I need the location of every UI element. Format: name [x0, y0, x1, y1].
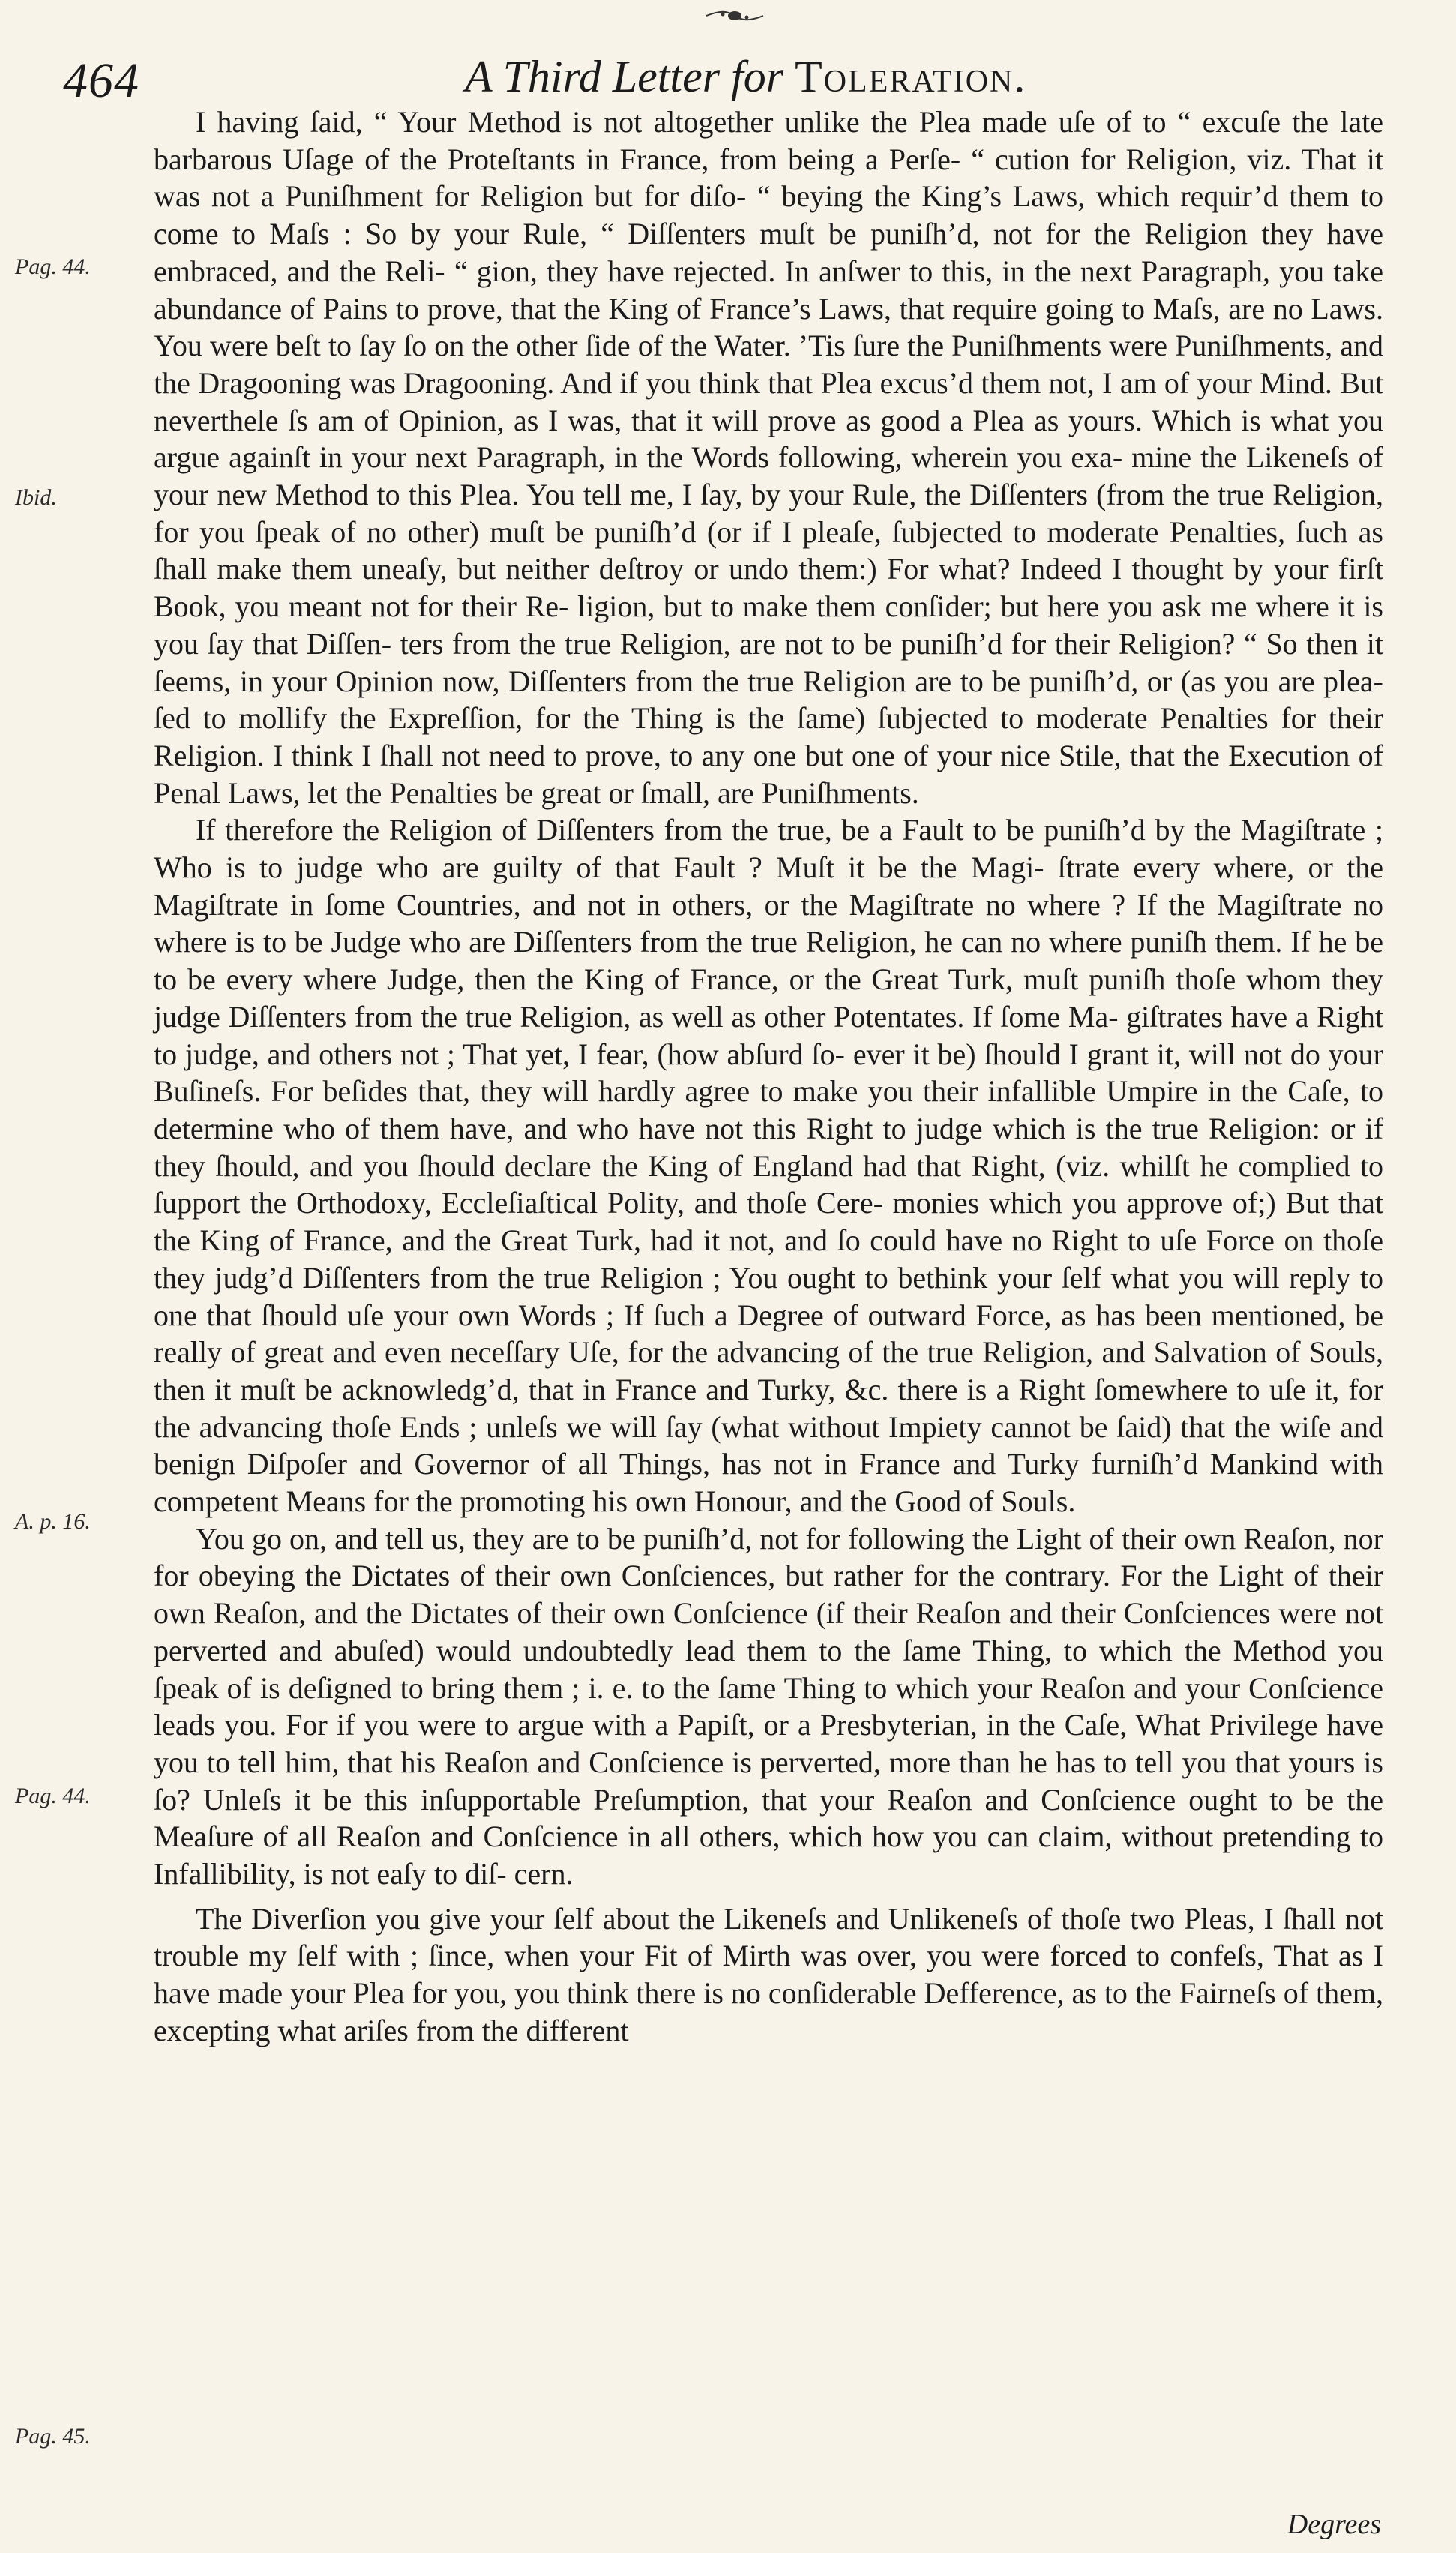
margin-note: A. p. 16. [15, 1509, 91, 1534]
paragraph: I having ſaid, “ Your Method is not altogether unlike the Plea made uſe of to “ excuſe the late barbarous Uſage of the Proteſtants in France, from being a Perſe- “ cution for Religion, viz. That it was not a Puniſhment for Religion but for diſo- “ beying the King’s Laws, which requir’d them to come to Maſs : So by your Rule, “ Diſſenters muſt be puniſh’d, not for the Religion they have embraced, and the Reli- “ gion, they have rejected. In anſwer to this, in the next Paragraph, you take abundance of Pains to prove, that the King of France’s Laws, that require going to Maſs, are no Laws. You were beſt to ſay ſo on the other ſide of the Water. ’Tis ſure the Puniſhments were Puniſhments, and the Dragooning was Dragooning. And if you think that Plea excus’d them not, I am of your Mind. But neverthele ſs am of Opinion, as I was, that it will prove as good a Plea as yours. Which is what you argue againſt in your next Paragraph, in the Words following, wherein you exa- mine the Likeneſs of your new Method to this Plea. You tell me, I ſay, by your Rule, the Diſſenters (from the true Religion, for you ſpeak of no other) muſt be puniſh’d (or if I pleaſe, ſubjected to moderate Penalties, ſuch as ſhall make them uneaſy, but neither deſtroy or undo them:) For what? Indeed I thought by your firſt Book, you meant not for their Re- ligion, but to make them conſider; but here you ask me where it is you ſay that Diſſen- ters from the true Religion, are not to be puniſh’d for their Religion? “ So then it ſeems, in your Opinion now, Diſſenters from the true Religion are to be puniſh’d, or (as you are plea- ſed to mollify the Expreſſion, for the Thing is the ſame) ſubjected to moderate Penalties for their Religion. I think I ſhall not need to prove, to any one but one of your nice Stile, that the Execution of Penal Laws, let the Penalties be great or ſmall, are Puniſhments. [154, 105, 1383, 810]
margin-note: Pag. 45. [15, 2424, 91, 2449]
printers-ornament [705, 8, 765, 24]
paragraph: The Diverſion you give your ſelf about the Likeneſs and Unlikeneſs of thoſe two Pleas, I ſhall not trouble my ſelf with ; ſince, when your Fit of Mirth was over, you were forced to confeſs, That as I have made your Plea for you, you think there is no conſiderable Defference, as to the Fairneſs of them, excepting what ariſes from the different [154, 1901, 1383, 2048]
running-head-lead: A Third Letter for [465, 52, 784, 101]
margin-note: Pag. 44. [15, 1784, 91, 1808]
paragraph: If therefore the Religion of Diſſenters from the true, be a Fault to be puniſh’d by the Magiſtrate ; Who is to judge who are guilty of that Fault ? Muſt it be the Magi- ſtrate every where, or the Magiſtrate in ſome Countries, and not in others, or the Magiſtrate no where ? If the Magiſtrate no where is to be Judge who are Diſſenters from the true Religion, he can no where puniſh them. If he be to be every where Judge, then the King of France, or the Great Turk, muſt puniſh thoſe whom they judge Diſſenters from the true Religion, as well as other Potentates. If ſome Ma- giſtrates have a Right to judge, and others not ; That yet, I fear, (how abſurd ſo- ever it be) ſhould I grant it, will not do your Buſineſs. For beſides that, they will hardly agree to make you their infallible Umpire in the Caſe, to determine who of them have, and who have not this Right to judge which is the true Religion: or if they ſhould, and you ſhould declare the King of England had that Right, (viz. whilſt he complied to ſupport the Orthodoxy, Eccleſiaſtical Polity, and thoſe Cere- monies which you approve of;) But that the King of France, and the Great Turk, had it not, and ſo could have no Right to uſe Force on thoſe they judg’d Diſſenters from the true Religion ; You ought to bethink your ſelf what you will reply to one that ſhould uſe your own Words ; If ſuch a Degree of outward Force, as has been mentioned, be really of great and even neceſſary Uſe, for the advancing of the true Religion, and Salvation of Souls, then it muſt be acknowledg’d, that in France and Turky, &c. there is a Right ſomewhere to uſe it, for the advancing thoſe Ends ; unleſs we will ſay (what without Impiety cannot be ſaid) that the wiſe and benign Diſpoſer and Governor of all Things, has not in France and Turky furniſh’d Mankind with competent Means for the promoting his own Honour, and the Good of Souls. [154, 813, 1383, 1519]
running-head [465, 51, 1026, 103]
catchword: Degrees [1287, 2509, 1381, 2540]
page-header [0, 30, 1456, 112]
running-head-title: Toleration. [795, 52, 1027, 101]
page-number: 464 [63, 53, 139, 108]
paragraph: You go on, and tell us, they are to be puniſh’d, not for following the Light of their own Reaſon, nor for obeying the Dictates of their own Conſciences, but rather for the contrary. For the Light of their own Reaſon, and the Dictates of their own Conſcience (if their Reaſon and their Conſciences were not perverted and abuſed) would undoubtedly lead them to the ſame Thing, to which the Method you ſpeak of is deſigned to bring them ; i. e. to the ſame Thing to which your Reaſon and your Conſcience leads you. For if you were to argue with a Papiſt, or a Presbyterian, in the Caſe, What Privilege have you to tell him, that his Reaſon and Conſcience is perverted, more than he has to tell you that yours is ſo? Unleſs it be this inſupportable Preſumption, that your Reaſon and Conſcience ought to be the Meaſure of all Reaſon and Conſcience in all others, which how you can claim, without pretending to Infallibility, is not eaſy to diſ- cern. [154, 1521, 1383, 1892]
margin-note: Pag. 44. [15, 254, 91, 279]
margin-note: Ibid. [15, 485, 57, 510]
body-text [154, 104, 1383, 2050]
